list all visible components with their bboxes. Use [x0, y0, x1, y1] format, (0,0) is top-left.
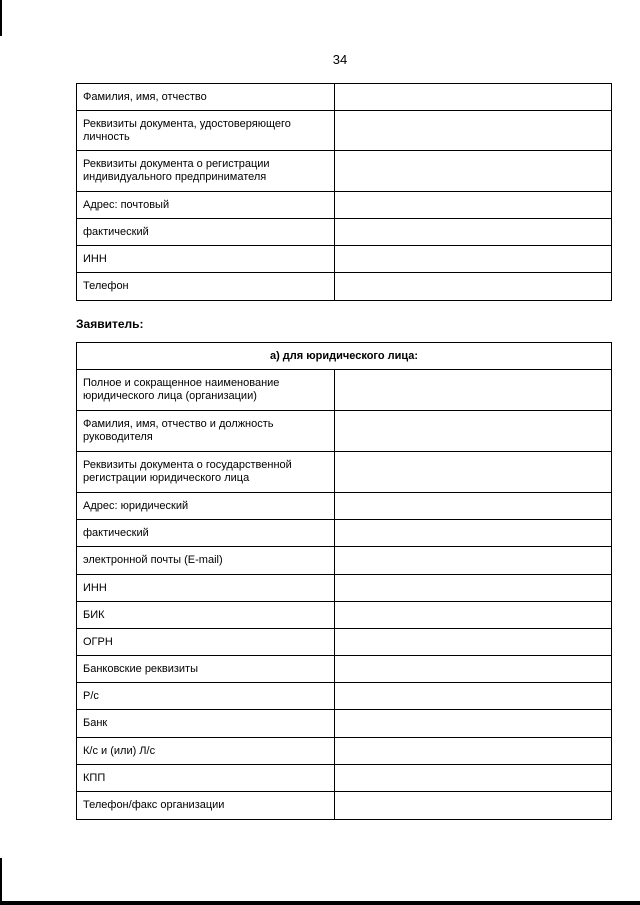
table-row [77, 219, 612, 246]
row-label: фактический [77, 520, 335, 547]
row-value-field[interactable] [335, 493, 612, 520]
row-value-field[interactable] [335, 792, 612, 820]
row-label: К/с и (или) Л/с [77, 738, 335, 765]
row-value-field[interactable] [335, 246, 612, 273]
row-value-field[interactable] [335, 656, 612, 683]
row-label: Р/с [77, 683, 335, 710]
table-row [77, 602, 612, 629]
row-value-field[interactable] [335, 765, 612, 792]
row-label: Телефон [77, 273, 335, 301]
table-row [77, 792, 612, 820]
row-value-field[interactable] [335, 370, 612, 411]
table-row [77, 520, 612, 547]
row-label: ИНН [77, 575, 335, 602]
scan-edge-mark-bottom [0, 858, 2, 905]
row-label: БИК [77, 602, 335, 629]
row-value-field[interactable] [335, 84, 612, 111]
row-label: Реквизиты документа о государственной регистрации юридического лица [77, 452, 335, 493]
table-section-header: а) для юридического лица: [77, 343, 612, 370]
table-row [77, 629, 612, 656]
table-row [77, 84, 612, 111]
row-label: Реквизиты документа, удостоверяющего личность [77, 111, 335, 151]
table-row [77, 738, 612, 765]
table-row [77, 493, 612, 520]
row-value-field[interactable] [335, 683, 612, 710]
row-value-field[interactable] [335, 738, 612, 765]
row-label: фактический [77, 219, 335, 246]
scan-bottom-bar [0, 901, 640, 905]
row-label: Банк [77, 710, 335, 738]
row-label: Адрес: почтовый [77, 192, 335, 219]
legal-entity-details-table [76, 342, 612, 820]
page-number: 34 [332, 52, 348, 67]
table-row [77, 111, 612, 151]
row-label: ИНН [77, 246, 335, 273]
table-row [77, 710, 612, 738]
row-label: Реквизиты документа о регистрации индивидуального предпринимателя [77, 151, 335, 192]
row-value-field[interactable] [335, 575, 612, 602]
row-label: ОГРН [77, 629, 335, 656]
row-value-field[interactable] [335, 219, 612, 246]
row-value-field[interactable] [335, 520, 612, 547]
table-row [77, 151, 612, 192]
table-row [77, 452, 612, 493]
table-row [77, 370, 612, 411]
row-label: Телефон/факс организации [77, 792, 335, 820]
table-row [77, 411, 612, 452]
row-value-field[interactable] [335, 192, 612, 219]
row-label: Адрес: юридический [77, 493, 335, 520]
row-value-field[interactable] [335, 629, 612, 656]
row-value-field[interactable] [335, 151, 612, 192]
row-value-field[interactable] [335, 602, 612, 629]
table-row [77, 656, 612, 683]
table-row [77, 273, 612, 301]
row-label: Фамилия, имя, отчество и должность руководителя [77, 411, 335, 452]
table-row [77, 575, 612, 602]
row-value-field[interactable] [335, 411, 612, 452]
row-label: Полное и сокращенное наименование юридического лица (организации) [77, 370, 335, 411]
row-label: Фамилия, имя, отчество [77, 84, 335, 111]
scan-edge-mark-top [0, 0, 2, 36]
row-value-field[interactable] [335, 710, 612, 738]
row-value-field[interactable] [335, 547, 612, 575]
row-label: электронной почты (E-mail) [77, 547, 335, 575]
applicant-heading: Заявитель: [76, 317, 144, 331]
row-value-field[interactable] [335, 273, 612, 301]
entrepreneur-details-table [76, 83, 612, 301]
table-row [77, 765, 612, 792]
table-row [77, 683, 612, 710]
table-header-row [77, 343, 612, 370]
table-row [77, 192, 612, 219]
row-value-field[interactable] [335, 111, 612, 151]
table-row [77, 246, 612, 273]
row-label: Банковские реквизиты [77, 656, 335, 683]
table-row [77, 547, 612, 575]
row-label: КПП [77, 765, 335, 792]
row-value-field[interactable] [335, 452, 612, 493]
